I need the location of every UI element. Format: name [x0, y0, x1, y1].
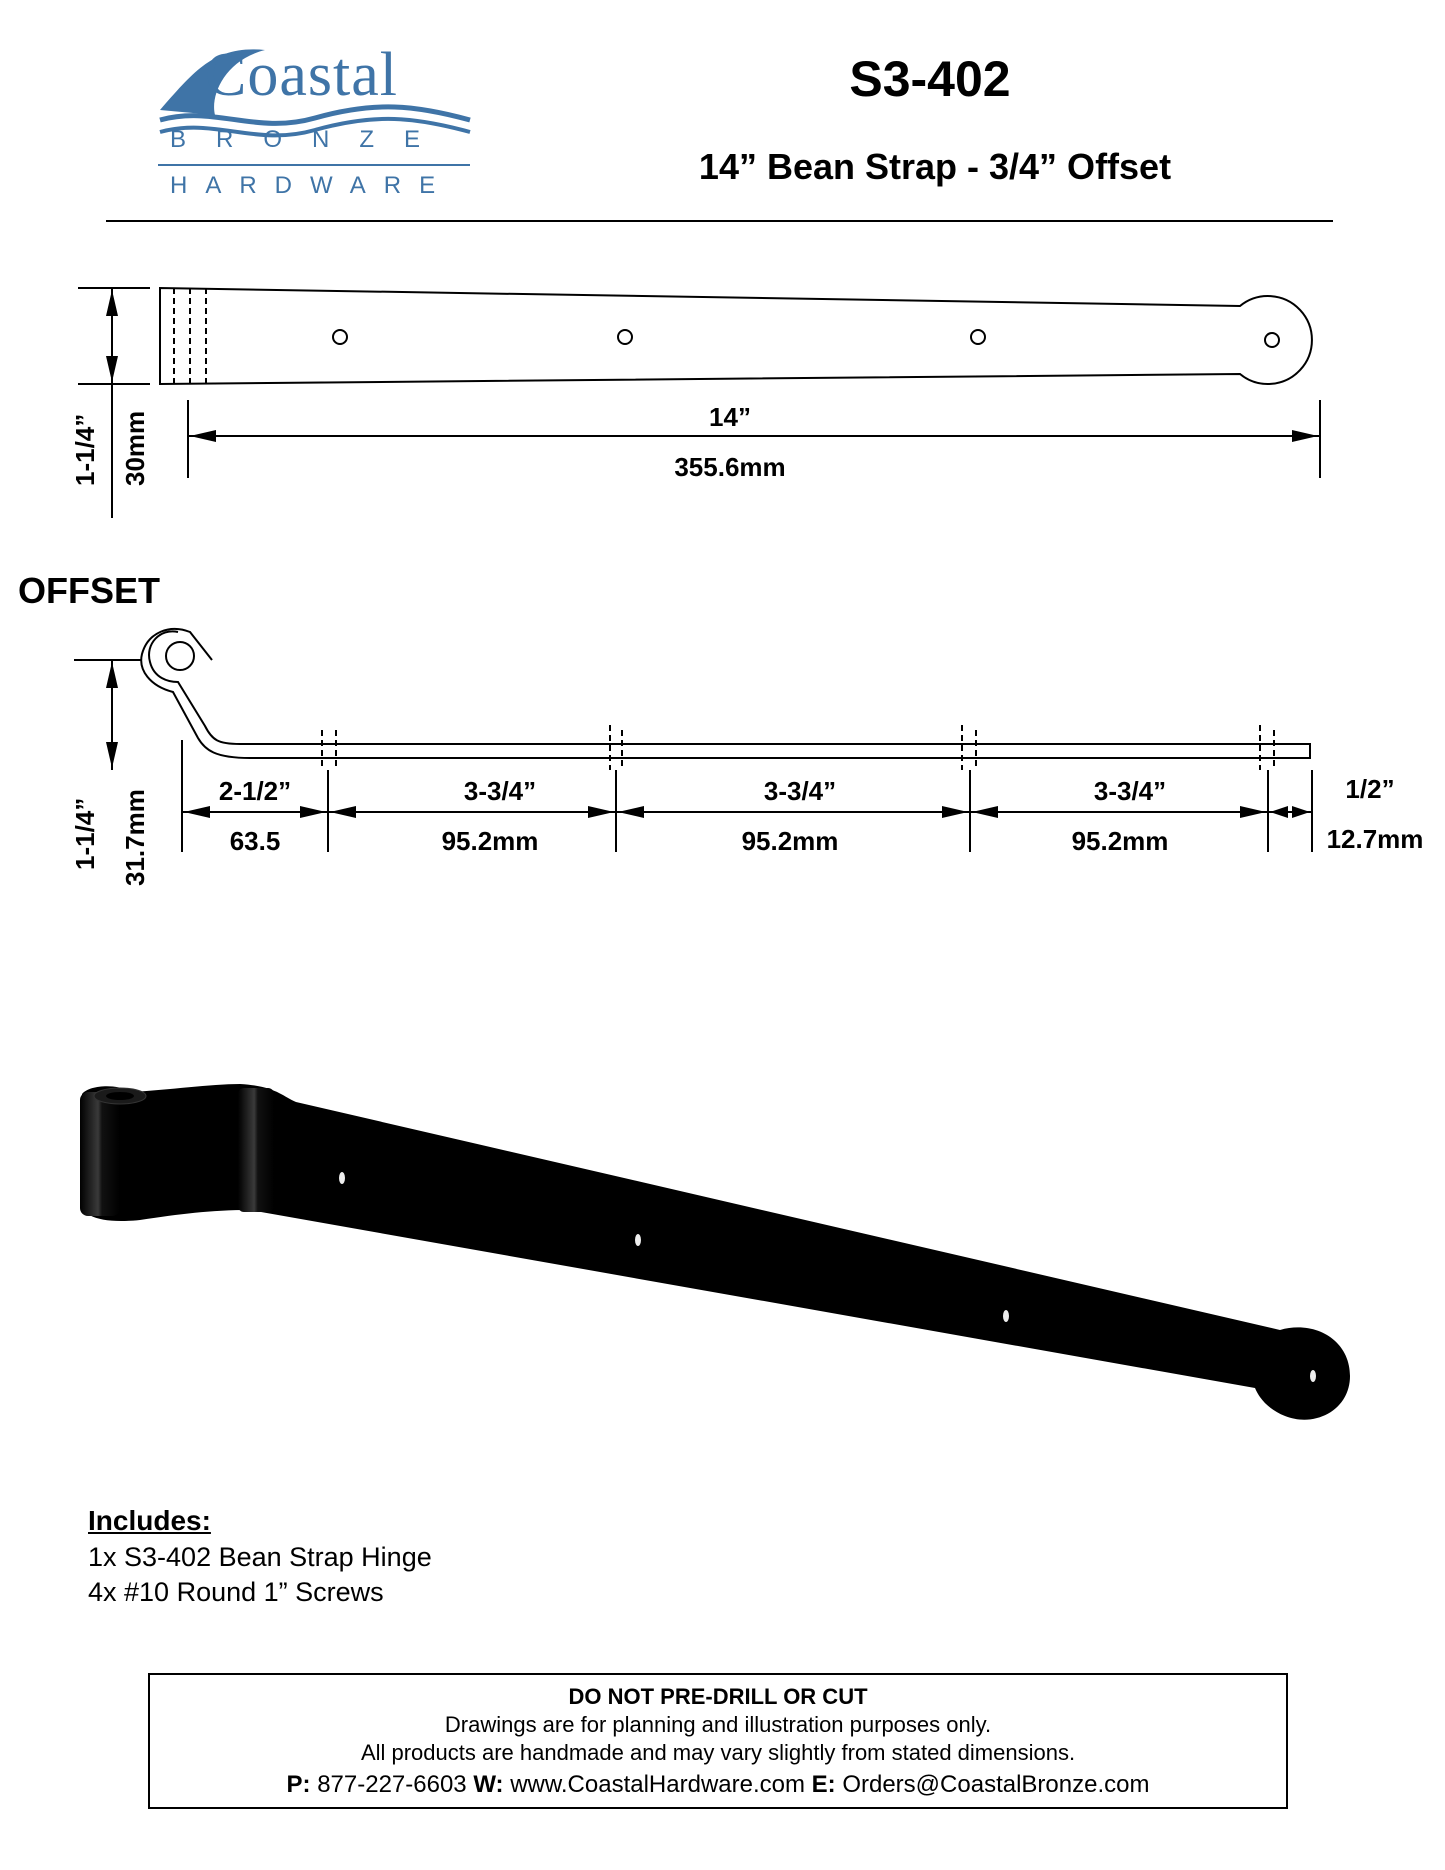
spacing-1-in: 3-3/4” [463, 776, 537, 806]
phone-number: 877-227-6603 [317, 1771, 467, 1798]
top-width-mm: 30mm [120, 410, 150, 486]
spacing-2-mm: 95.2mm [741, 826, 839, 856]
hinge-product-image [60, 1070, 1360, 1430]
top-view-drawing [0, 270, 1445, 530]
email-link[interactable]: Orders@CoastalBronze.com [842, 1771, 1150, 1798]
offset-height-mm: 31.7mm [120, 789, 150, 886]
includes-item-0: 1x S3-402 Bean Strap Hinge [88, 1542, 432, 1572]
spacing-3-mm: 95.2mm [1071, 826, 1169, 856]
top-length-in: 14” [709, 402, 751, 432]
spacing-4-mm: 12.7mm [1326, 824, 1424, 854]
logo-hardware: HARDWARE [170, 172, 454, 199]
spacing-2-in: 3-3/4” [763, 776, 837, 806]
spacing-4-in: 1/2” [1345, 774, 1395, 804]
header-rule [106, 220, 1333, 222]
notice-line1: Drawings are for planning and illustration purposes only. [444, 1712, 992, 1737]
logo-wordmark: Coastal [205, 41, 398, 109]
contact-line [150, 1771, 1286, 1799]
notice-line2: All products are handmade and may vary slightly from stated dimensions. [360, 1740, 1076, 1765]
spacing-0-mm: 63.5 [229, 826, 281, 856]
top-length-mm: 355.6mm [674, 452, 786, 482]
spacing-0-in: 2-1/2” [218, 776, 292, 806]
offset-height-in: 1-1/4” [70, 797, 100, 870]
includes-heading: Includes: [88, 1505, 211, 1536]
logo-bronze: BRONZE [170, 126, 451, 153]
web-label: W: [473, 1771, 504, 1798]
top-width-in: 1-1/4” [70, 413, 100, 486]
email-label: E: [811, 1771, 836, 1798]
notice-box [148, 1673, 1288, 1809]
part-number: S3-402 [849, 51, 1011, 107]
spacing-1-mm: 95.2mm [441, 826, 539, 856]
phone-label: P: [286, 1771, 311, 1798]
website-link[interactable]: www.CoastalHardware.com [510, 1771, 805, 1798]
logo-divider [158, 164, 470, 166]
includes-item-1: 4x #10 Round 1” Screws [88, 1577, 384, 1607]
product-title: 14” Bean Strap - 3/4” Offset [698, 146, 1172, 187]
spacing-3-in: 3-3/4” [1093, 776, 1167, 806]
notice-warning: DO NOT PRE-DRILL OR CUT [568, 1684, 868, 1709]
offset-heading: OFFSET [18, 570, 160, 611]
